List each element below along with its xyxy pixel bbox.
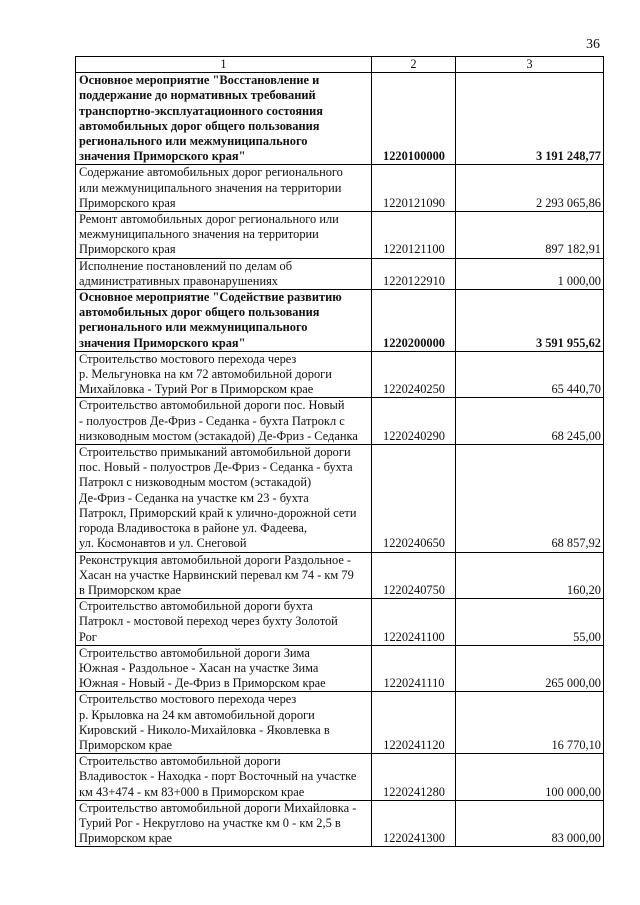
description-line: Приморском крае (79, 737, 173, 752)
row-code: 1220240250 (372, 351, 456, 398)
description-line: значения Приморского края" (79, 149, 246, 164)
description-line: Реконструкция автомобильной дороги Раздольное - (79, 552, 352, 567)
description-line: регионального или межмуниципального (79, 134, 308, 149)
description-line: Основное мероприятие "Содействие развитию (79, 290, 342, 305)
row-code: 1220241280 (372, 754, 456, 801)
description-line: административных правонарушениях (79, 273, 278, 288)
column-header-code: 2 (372, 57, 456, 73)
description-line: р. Мельгуновка на км 72 автомобильной дороги (79, 367, 332, 382)
row-amount: 65 440,70 (456, 351, 604, 398)
row-amount: 1 000,00 (456, 258, 604, 289)
description-line: Ремонт автомобильных дорог регионального или (79, 212, 339, 227)
row-code: 1220200000 (372, 290, 456, 352)
row-code: 1220240650 (372, 445, 456, 552)
description-line: Рог (79, 629, 97, 644)
description-line: Патрокл, Приморский край к улично-дорожной сети (79, 505, 357, 520)
description-line: Строительство примыканий автомобильной дороги (79, 445, 351, 460)
description-line: Содержание автомобильных дорог регионального (79, 165, 343, 180)
row-code: 1220122910 (372, 258, 456, 289)
row-description (76, 445, 372, 552)
row-amount: 68 245,00 (456, 398, 604, 445)
row-code: 1220241100 (372, 599, 456, 646)
description-line: Строительство автомобильной дороги (79, 754, 281, 769)
row-description (76, 290, 372, 352)
description-line: Строительство автомобильной дороги пос. Новый (79, 398, 345, 413)
row-description (76, 692, 372, 754)
table-row-section (76, 73, 604, 165)
description-line: км 43+474 - км 83+000 в Приморском крае (79, 784, 305, 799)
column-header-name: 1 (76, 57, 372, 73)
description-line: Южная - Раздольное - Хасан на участке Зима (79, 660, 319, 675)
description-line: р. Крыловка на 24 км автомобильной дороги (79, 707, 315, 722)
description-line: ул. Космонавтов и ул. Снеговой (79, 536, 247, 551)
description-line: Де-Фриз - Седанка на участке км 23 - бухта (79, 490, 309, 505)
description-line: Южная - Новый - Де-Фриз в Приморском крае (79, 676, 326, 691)
description-line: транспортно-эксплуатационного состояния (79, 103, 324, 118)
description-line: автомобильных дорог общего пользования (79, 118, 320, 133)
row-amount: 265 000,00 (456, 645, 604, 692)
row-code: 1220240750 (372, 552, 456, 599)
table-row (76, 212, 604, 259)
table-row (76, 692, 604, 754)
row-amount: 16 770,10 (456, 692, 604, 754)
row-description (76, 599, 372, 646)
description-line: пос. Новый - полуостров Де-Фриз - Седанка - бухта (79, 460, 353, 475)
row-amount: 897 182,91 (456, 212, 604, 259)
row-description (76, 351, 372, 398)
row-description (76, 754, 372, 801)
table-row (76, 754, 604, 801)
row-description (76, 212, 372, 259)
description-line: Патрокл - мостовой переход через бухту Золотой (79, 614, 338, 629)
row-amount: 100 000,00 (456, 754, 604, 801)
header-row (76, 57, 604, 73)
row-code: 1220121090 (372, 165, 456, 212)
description-line: или межмуниципального значения на территории (79, 180, 342, 195)
description-line: Михайловка - Турий Рог в Приморском крае (79, 382, 314, 397)
description-line: межмуниципального значения на территории (79, 227, 319, 242)
row-amount: 83 000,00 (456, 800, 604, 847)
description-line: Строительство автомобильной дороги Михайловка - (79, 800, 357, 815)
description-line: Хасан на участке Нарвинский перевал км 74 - км 79 (79, 567, 354, 582)
row-code: 1220121100 (372, 212, 456, 259)
page-number: 36 (586, 37, 600, 52)
row-amount: 55,00 (456, 599, 604, 646)
row-description (76, 165, 372, 212)
table-row (76, 398, 604, 445)
description-line: Приморского края (79, 242, 176, 257)
row-code: 1220100000 (372, 73, 456, 165)
description-line: Приморском крае (79, 831, 173, 846)
row-description (76, 800, 372, 847)
row-code: 1220241120 (372, 692, 456, 754)
description-line: Кировский - Николо-Михайловка - Яковлевка в (79, 722, 330, 737)
table-row-section (76, 290, 604, 352)
row-description (76, 645, 372, 692)
table-row (76, 445, 604, 552)
row-amount: 68 857,92 (456, 445, 604, 552)
row-description (76, 258, 372, 289)
description-line: Владивосток - Находка - порт Восточный на участке (79, 769, 357, 784)
description-line: Турий Рог - Некруглово на участке км 0 - км 2,5 в (79, 815, 341, 830)
row-amount: 160,20 (456, 552, 604, 599)
description-line: Строительство автомобильной дороги бухта (79, 599, 313, 614)
table-row (76, 645, 604, 692)
row-description (76, 552, 372, 599)
table-row (76, 165, 604, 212)
description-line: Строительство автомобильной дороги Зима (79, 645, 310, 660)
row-code: 1220240290 (372, 398, 456, 445)
description-line: Приморского края (79, 195, 176, 210)
row-amount: 2 293 065,86 (456, 165, 604, 212)
description-line: Строительство мостового перехода через (79, 692, 297, 707)
budget-table (75, 56, 604, 847)
description-line: - полуостров Де-Фриз - Седанка - бухта Патрокл с (79, 413, 345, 428)
table-row (76, 800, 604, 847)
description-line: значения Приморского края" (79, 335, 246, 350)
description-line: Патрокл с низководным мостом (эстакадой) (79, 475, 312, 490)
description-line: поддержание до нормативных требований (79, 88, 316, 103)
row-description (76, 73, 372, 165)
table-row (76, 552, 604, 599)
description-line: Основное мероприятие "Восстановление и (79, 73, 320, 88)
description-line: автомобильных дорог общего пользования (79, 305, 320, 320)
row-amount: 3 591 955,62 (456, 290, 604, 352)
column-header-amount: 3 (456, 57, 604, 73)
row-code: 1220241300 (372, 800, 456, 847)
row-description (76, 398, 372, 445)
description-line: Исполнение постановлений по делам об (79, 258, 293, 273)
table-row (76, 258, 604, 289)
description-line: Строительство мостового перехода через (79, 351, 297, 366)
description-line: в Приморском крае (79, 582, 181, 597)
table-row (76, 599, 604, 646)
row-amount: 3 191 248,77 (456, 73, 604, 165)
table-row (76, 351, 604, 398)
description-line: низководным мостом (эстакадой) Де-Фриз - Седанка (79, 428, 358, 443)
description-line: города Владивостока в районе ул. Фадеева, (79, 521, 308, 536)
description-line: регионального или межмуниципального (79, 320, 308, 335)
row-code: 1220241110 (372, 645, 456, 692)
